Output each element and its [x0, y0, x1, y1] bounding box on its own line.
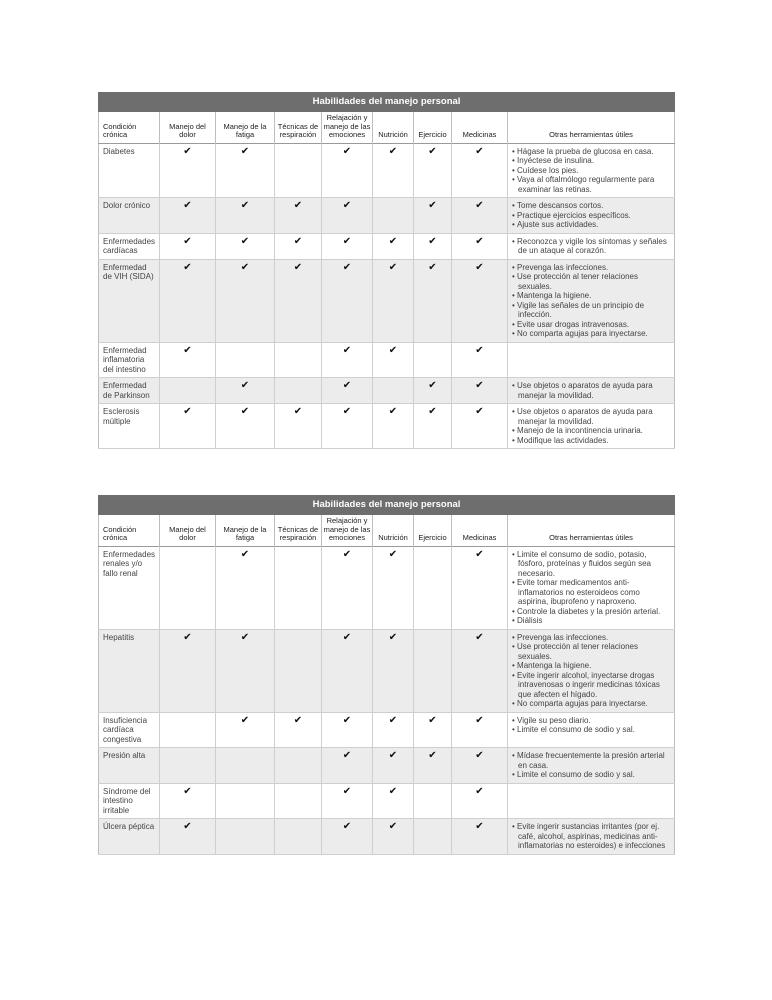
column-header: Manejo de la fatiga [216, 112, 275, 144]
check-icon: ✔ [452, 748, 508, 784]
tool-item: • Use objetos o aparatos de ayuda para manejar la movilidad. [512, 381, 670, 400]
table-row [99, 198, 675, 234]
condition-cell: Enfermedad inflamatoria del intestino [99, 342, 160, 378]
column-header: Otras herramientas útiles [549, 130, 633, 139]
empty-cell [275, 143, 322, 198]
column-header: Ejercicio [414, 515, 452, 547]
check-icon: ✔ [452, 783, 508, 819]
tool-item: • Evite ingerir sustancias irritantes (por ej. café, alcohol, aspirinas, medicinas anti-inflamatorias no esteroides) e infecciones [512, 822, 670, 851]
check-icon: ✔ [322, 259, 373, 342]
check-icon: ✔ [216, 404, 275, 449]
check-icon: ✔ [452, 378, 508, 404]
column-header: Condición crónica [99, 515, 160, 547]
tool-item: • Mantenga la higiene. [512, 291, 670, 301]
tools-list [512, 381, 670, 400]
empty-cell [216, 783, 275, 819]
table-row [99, 259, 675, 342]
check-icon: ✔ [322, 342, 373, 378]
column-header: Medicinas [452, 112, 508, 144]
empty-cell [373, 378, 414, 404]
check-icon: ✔ [414, 378, 452, 404]
tool-item: • Prevenga las infecciones. [512, 263, 670, 273]
column-header: Técnicas de respiración [275, 515, 322, 547]
check-icon: ✔ [322, 819, 373, 855]
column-header: Nutrición [373, 112, 414, 144]
tool-item: • Vigile las señales de un principio de infección. [512, 301, 670, 320]
check-icon: ✔ [322, 748, 373, 784]
column-header: Relajación y manejo de las emociones [322, 515, 373, 547]
check-icon: ✔ [373, 819, 414, 855]
empty-cell [160, 748, 216, 784]
tools-cell [508, 198, 675, 234]
table-row [99, 404, 675, 449]
tools-cell [508, 259, 675, 342]
check-icon: ✔ [452, 712, 508, 748]
tool-item: • Mantenga la higiene. [512, 661, 670, 671]
condition-cell: Insuficiencia cardíaca congestiva [99, 712, 160, 748]
tool-item: • Vigile su peso diario. [512, 716, 670, 726]
tool-item: • Cuídese los pies. [512, 166, 670, 176]
tool-item: • Practique ejercicios específicos. [512, 211, 670, 221]
condition-cell: Úlcera péptica [99, 819, 160, 855]
check-icon: ✔ [160, 143, 216, 198]
tools-list [512, 263, 670, 339]
check-icon: ✔ [160, 342, 216, 378]
check-icon: ✔ [414, 748, 452, 784]
empty-cell [414, 783, 452, 819]
check-icon: ✔ [414, 198, 452, 234]
tool-item: • Controle la diabetes y la presión arterial. [512, 607, 670, 617]
tool-item: • Limite el consumo de sodio y sal. [512, 725, 670, 735]
self-management-table-2 [98, 495, 675, 855]
check-icon: ✔ [216, 629, 275, 712]
tools-cell [508, 546, 675, 629]
table-row [99, 629, 675, 712]
tools-cell [508, 629, 675, 712]
condition-cell: Presión alta [99, 748, 160, 784]
tools-cell [508, 819, 675, 855]
tool-item: • Use protección al tener relaciones sexuales. [512, 642, 670, 661]
check-icon: ✔ [373, 143, 414, 198]
tools-cell [508, 712, 675, 748]
table-row [99, 233, 675, 259]
tool-item: • Inyéctese de insulina. [512, 156, 670, 166]
tools-list [512, 147, 670, 195]
tool-item: • Vaya al oftalmólogo regularmente para examinar las retinas. [512, 175, 670, 194]
empty-cell [275, 342, 322, 378]
table-row [99, 546, 675, 629]
table-row [99, 378, 675, 404]
condition-cell: Enfermedad de VIH (SIDA) [99, 259, 160, 342]
empty-cell [275, 546, 322, 629]
check-icon: ✔ [414, 404, 452, 449]
check-icon: ✔ [275, 712, 322, 748]
check-icon: ✔ [373, 546, 414, 629]
tool-item: • Ajuste sus actividades. [512, 220, 670, 230]
tool-item: • Reconozca y vigile los síntomas y señales de un ataque al corazón. [512, 237, 670, 256]
empty-cell [373, 198, 414, 234]
table-title: Habilidades del manejo personal [99, 93, 675, 112]
check-icon: ✔ [373, 233, 414, 259]
check-icon: ✔ [275, 259, 322, 342]
condition-cell: Hepatitis [99, 629, 160, 712]
column-header: Condición crónica [99, 112, 160, 144]
check-icon: ✔ [216, 378, 275, 404]
check-icon: ✔ [275, 233, 322, 259]
check-icon: ✔ [216, 546, 275, 629]
self-management-table-1 [98, 92, 675, 449]
check-icon: ✔ [160, 629, 216, 712]
check-icon: ✔ [373, 783, 414, 819]
condition-cell: Diabetes [99, 143, 160, 198]
check-icon: ✔ [160, 819, 216, 855]
tools-cell [508, 143, 675, 198]
tool-item: • Prevenga las infecciones. [512, 633, 670, 643]
tool-item: • Evite ingerir alcohol, inyectarse drogas intravenosas o ingerir medicinas tóxicas que afecten el hígado. [512, 671, 670, 700]
check-icon: ✔ [414, 259, 452, 342]
check-icon: ✔ [322, 546, 373, 629]
empty-cell [275, 748, 322, 784]
check-icon: ✔ [160, 259, 216, 342]
tools-list [512, 716, 670, 735]
check-icon: ✔ [414, 143, 452, 198]
check-icon: ✔ [275, 198, 322, 234]
check-icon: ✔ [373, 259, 414, 342]
empty-cell [160, 546, 216, 629]
check-icon: ✔ [414, 712, 452, 748]
column-header: Medicinas [452, 515, 508, 547]
tool-item: • No comparta agujas para inyectarse. [512, 329, 670, 339]
empty-cell [414, 342, 452, 378]
tools-list [512, 550, 670, 626]
tools-list [512, 751, 670, 780]
check-icon: ✔ [373, 342, 414, 378]
check-icon: ✔ [322, 198, 373, 234]
condition-cell: Enfermedades cardíacas [99, 233, 160, 259]
tools-cell [508, 342, 675, 378]
check-icon: ✔ [452, 629, 508, 712]
check-icon: ✔ [452, 233, 508, 259]
tools-cell [508, 748, 675, 784]
tool-item: • No comparta agujas para inyectarse. [512, 699, 670, 709]
condition-cell: Síndrome del intestino irritable [99, 783, 160, 819]
check-icon: ✔ [275, 404, 322, 449]
tools-list [512, 633, 670, 709]
tool-item: • Tome descansos cortos. [512, 201, 670, 211]
check-icon: ✔ [452, 546, 508, 629]
column-header: Manejo de la fatiga [216, 515, 275, 547]
check-icon: ✔ [160, 233, 216, 259]
empty-cell [160, 712, 216, 748]
tools-cell [508, 783, 675, 819]
table-row [99, 342, 675, 378]
column-header: Nutrición [373, 515, 414, 547]
check-icon: ✔ [322, 378, 373, 404]
check-icon: ✔ [160, 198, 216, 234]
check-icon: ✔ [373, 748, 414, 784]
check-icon: ✔ [322, 783, 373, 819]
check-icon: ✔ [452, 259, 508, 342]
check-icon: ✔ [216, 712, 275, 748]
check-icon: ✔ [322, 712, 373, 748]
check-icon: ✔ [452, 404, 508, 449]
check-icon: ✔ [216, 259, 275, 342]
check-icon: ✔ [216, 198, 275, 234]
tools-cell [508, 404, 675, 449]
check-icon: ✔ [322, 233, 373, 259]
table-row [99, 748, 675, 784]
tool-item: • Mídase frecuentemente la presión arterial en casa. [512, 751, 670, 770]
empty-cell [216, 342, 275, 378]
condition-cell: Enfermedad de Parkinson [99, 378, 160, 404]
empty-cell [414, 629, 452, 712]
empty-cell [160, 378, 216, 404]
check-icon: ✔ [373, 629, 414, 712]
tool-item: • Evite usar drogas intravenosas. [512, 320, 670, 330]
table-title: Habilidades del manejo personal [99, 496, 675, 515]
column-header: Técnicas de respiración [275, 112, 322, 144]
empty-cell [414, 819, 452, 855]
tools-list [512, 237, 670, 256]
check-icon: ✔ [322, 143, 373, 198]
tool-item: • Use protección al tener relaciones sexuales. [512, 272, 670, 291]
tool-item: • Modifique las actividades. [512, 436, 670, 446]
check-icon: ✔ [452, 819, 508, 855]
table-row [99, 712, 675, 748]
tool-item: • Evite tomar medicamentos anti-inflamatorios no esteroideos como aspirina, ibuprofeno y naproxeno. [512, 578, 670, 607]
check-icon: ✔ [322, 404, 373, 449]
condition-cell: Enfermedades renales y/o fallo renal [99, 546, 160, 629]
tool-item: • Hágase la prueba de glucosa en casa. [512, 147, 670, 157]
tools-list [512, 201, 670, 230]
table-row [99, 143, 675, 198]
tool-item: • Manejo de la incontinencia urinaria. [512, 426, 670, 436]
condition-cell: Dolor crónico [99, 198, 160, 234]
check-icon: ✔ [452, 143, 508, 198]
condition-cell: Esclerosis múltiple [99, 404, 160, 449]
column-header: Otras herramientas útiles [549, 533, 633, 542]
tools-cell [508, 233, 675, 259]
tools-cell [508, 378, 675, 404]
check-icon: ✔ [373, 712, 414, 748]
check-icon: ✔ [373, 404, 414, 449]
empty-cell [216, 819, 275, 855]
tools-list [512, 822, 670, 851]
empty-cell [275, 783, 322, 819]
check-icon: ✔ [160, 783, 216, 819]
table-row [99, 819, 675, 855]
check-icon: ✔ [322, 629, 373, 712]
check-icon: ✔ [216, 233, 275, 259]
empty-cell [275, 819, 322, 855]
table-row [99, 783, 675, 819]
empty-cell [414, 546, 452, 629]
check-icon: ✔ [160, 404, 216, 449]
tool-item: • Limite el consumo de sodio y sal. [512, 770, 670, 780]
column-header: Manejo del dolor [160, 515, 216, 547]
tools-list [512, 407, 670, 445]
column-header: Ejercicio [414, 112, 452, 144]
check-icon: ✔ [452, 198, 508, 234]
check-icon: ✔ [452, 342, 508, 378]
empty-cell [275, 378, 322, 404]
tool-item: • Limite el consumo de sodio, potasio, fósforo, proteínas y fluidos según sea necesario. [512, 550, 670, 579]
check-icon: ✔ [414, 233, 452, 259]
column-header: Relajación y manejo de las emociones [322, 112, 373, 144]
empty-cell [275, 629, 322, 712]
check-icon: ✔ [216, 143, 275, 198]
tool-item: • Use objetos o aparatos de ayuda para manejar la movilidad. [512, 407, 670, 426]
empty-cell [216, 748, 275, 784]
tool-item: • Diálisis [512, 616, 670, 626]
column-header: Manejo del dolor [160, 112, 216, 144]
